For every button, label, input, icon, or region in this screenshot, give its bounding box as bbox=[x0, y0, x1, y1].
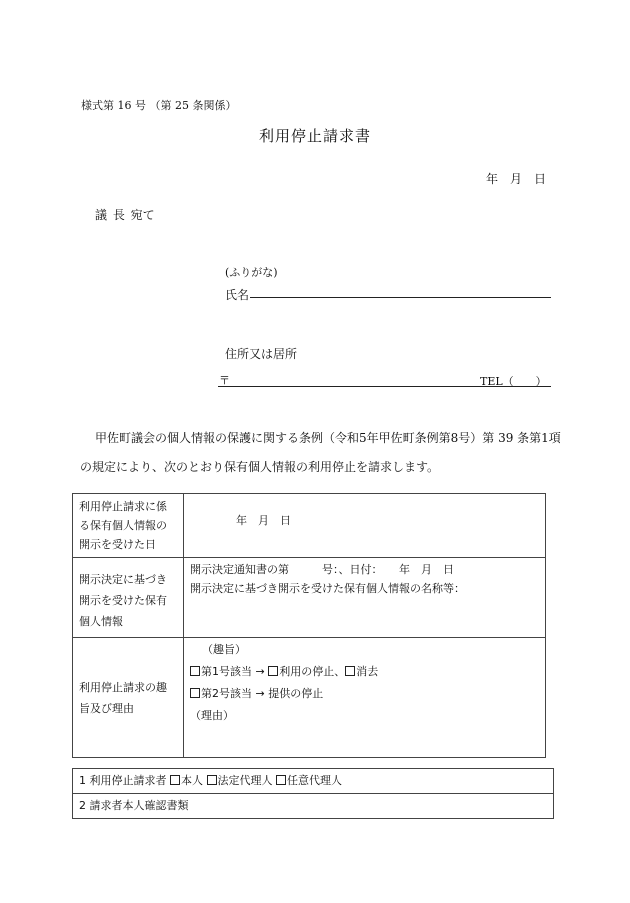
disclosed-info-field[interactable] bbox=[184, 558, 546, 638]
row-label-purpose-reason bbox=[73, 638, 184, 758]
requester-type-cell bbox=[73, 769, 554, 794]
row-label-disclosure-date bbox=[73, 494, 184, 558]
checkbox-erase[interactable] bbox=[345, 666, 355, 676]
purpose-heading: （趣旨） bbox=[202, 643, 246, 656]
legal-rep-label: 法定代理人 bbox=[217, 774, 276, 787]
option-item-2 bbox=[190, 683, 539, 705]
request-details-table bbox=[72, 493, 546, 758]
info-name-text: 開示決定に基づき開示を受けた保有個人情報の名称等： bbox=[190, 582, 465, 595]
furigana-label: (ふりがな) bbox=[225, 266, 278, 279]
disclosure-date-field[interactable] bbox=[184, 494, 546, 558]
checkbox-item1[interactable] bbox=[190, 666, 200, 676]
checkbox-stop-use[interactable] bbox=[268, 666, 278, 676]
requester-type-label: 1 利用停止請求者 bbox=[79, 774, 170, 787]
notice-number-date-text: 開示決定通知書の第 号：、日付： 年 月 日 bbox=[190, 563, 454, 576]
label-line: 個人情報 bbox=[79, 614, 123, 628]
address-label: 住所又は居所 bbox=[225, 347, 298, 361]
postal-mark: 〒 bbox=[219, 374, 230, 387]
disclosure-date-text: 年 月 日 bbox=[236, 514, 291, 527]
date-line: 年 月 日 bbox=[486, 172, 547, 186]
row-label-disclosed-info bbox=[73, 558, 184, 638]
body-text-line-1: 甲佐町議会の個人情報の保護に関する条例（令和5年甲佐町条例第8号）第 39 条第1項 bbox=[95, 431, 561, 445]
label-line: る保有個人情報の bbox=[79, 519, 167, 532]
label-line: 利用停止請求の趣 bbox=[79, 680, 167, 694]
label-line: 旨及び理由 bbox=[79, 701, 134, 715]
name-label: 氏名 bbox=[225, 288, 250, 302]
table-row-disclosure-date bbox=[73, 494, 546, 558]
option-item-1 bbox=[190, 661, 539, 683]
option-item-1-label: 第1号該当 → bbox=[201, 665, 269, 678]
checkbox-voluntary-rep[interactable] bbox=[276, 775, 286, 785]
name-field[interactable] bbox=[250, 297, 551, 298]
reason-heading: （理由） bbox=[190, 709, 234, 722]
checkbox-legal-rep[interactable] bbox=[207, 775, 217, 785]
addressee: 議 長 宛て bbox=[95, 208, 155, 222]
body-text-line-2: の規定により、次のとおり保有個人情報の利用停止を請求します。 bbox=[80, 460, 440, 474]
option-item-2-label: 第2号該当 → 提供の停止 bbox=[201, 687, 324, 700]
checkbox-self[interactable] bbox=[170, 775, 180, 785]
voluntary-rep-label: 任意代理人 bbox=[287, 774, 342, 787]
tel-label: TEL（ ） bbox=[480, 375, 547, 388]
form-number: 様式第 16 号 （第 25 条関係） bbox=[81, 99, 237, 112]
label-line: 利用停止請求に係 bbox=[79, 500, 167, 513]
table-row-id-documents bbox=[73, 794, 554, 819]
table-row-disclosed-info bbox=[73, 558, 546, 638]
self-label: 本人 bbox=[181, 774, 207, 787]
label-line: 開示決定に基づき bbox=[79, 572, 167, 586]
purpose-reason-field[interactable] bbox=[184, 638, 546, 758]
table-row-requester bbox=[73, 769, 554, 794]
checkbox-item2[interactable] bbox=[190, 688, 200, 698]
id-documents-cell[interactable] bbox=[73, 794, 554, 819]
label-line: 開示を受けた保有 bbox=[79, 593, 167, 607]
table-row-purpose-reason bbox=[73, 638, 546, 758]
label-line: 開示を受けた日 bbox=[79, 538, 156, 551]
requester-info-table bbox=[72, 768, 554, 819]
address-field[interactable] bbox=[218, 386, 551, 387]
erase-label: 消去 bbox=[356, 665, 379, 678]
stop-use-label: 利用の停止、 bbox=[279, 665, 346, 678]
id-documents-label: 2 請求者本人確認書類 bbox=[79, 799, 189, 812]
document-title: 利用停止請求書 bbox=[258, 127, 371, 145]
